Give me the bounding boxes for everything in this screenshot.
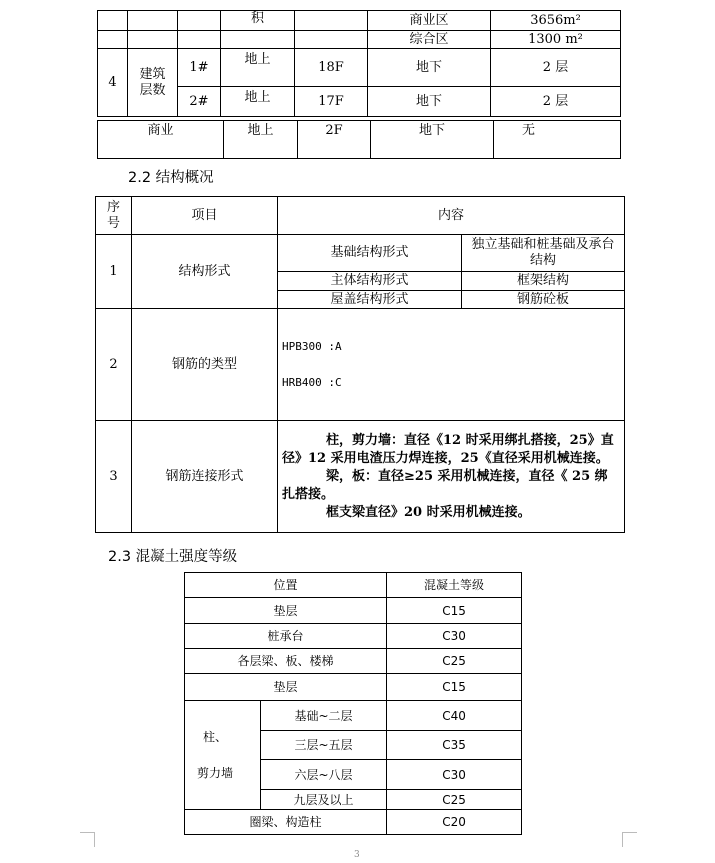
sub-key: 屋盖结构形式 <box>278 291 462 309</box>
grade-cell: C20 <box>387 810 522 835</box>
row-number: 2 <box>96 309 132 421</box>
cell-building-1: 1# <box>178 49 221 87</box>
cell-zone-commercial-area: 3656m² <box>491 11 621 31</box>
sub-value: 独立基础和桩基础及承台结构 <box>462 235 625 272</box>
cell-blank <box>128 11 178 31</box>
cell-below-floors: 2 层 <box>491 87 621 117</box>
column-wall-label <box>185 701 261 810</box>
grade-cell: C35 <box>387 731 522 760</box>
row-number: 3 <box>96 421 132 533</box>
header-item: 项目 <box>132 197 278 235</box>
rebar-type-line: HRB400 :C <box>282 375 342 389</box>
cell-zone-commercial: 商业区 <box>368 11 491 31</box>
row-number: 1 <box>96 235 132 309</box>
cell-below-ground: 地下 <box>368 87 491 117</box>
cell-above-ground: 地上 <box>221 87 295 117</box>
connection-para: 梁，板：直径≥25 采用机械连接，直径《 25 绑扎搭接。 <box>282 468 608 502</box>
cell-above-floors: 2F <box>298 121 371 159</box>
wall-label: 剪力墙 <box>197 766 234 780</box>
position-cell: 各层梁、板、楼梯 <box>185 649 387 674</box>
row-item-structure-form: 结构形式 <box>132 235 278 309</box>
commercial-floors-table <box>97 120 621 159</box>
cell-below-ground: 地下 <box>371 121 494 159</box>
section-title-concrete: 2.3 混凝土强度等级 <box>108 549 238 565</box>
grade-cell: C30 <box>387 624 522 649</box>
cell-area-label: 积 <box>221 11 295 31</box>
cell-blank <box>178 31 221 49</box>
connection-para: 框支梁直径》20 时采用机械连接。 <box>326 504 531 520</box>
position-cell: 桩承台 <box>185 624 387 649</box>
rebar-type-line: HPB300 :A <box>282 339 342 353</box>
section-title-structure: 2.2 结构概况 <box>128 170 214 186</box>
building-info-table <box>97 10 621 117</box>
cell-blank <box>295 31 368 49</box>
cell-blank <box>221 31 295 49</box>
sub-value: 框架结构 <box>462 272 625 291</box>
cell-zone-mixed: 综合区 <box>368 31 491 49</box>
cell-below-floors: 2 层 <box>491 49 621 87</box>
sub-key: 基础结构形式 <box>278 235 462 272</box>
rebar-connection-content <box>278 421 625 533</box>
grade-cell: C25 <box>387 790 522 810</box>
sub-key: 主体结构形式 <box>278 272 462 291</box>
position-cell: 垫层 <box>185 598 387 624</box>
cell-blank <box>98 31 128 49</box>
position-cell: 九层及以上 <box>261 790 387 810</box>
cell-blank <box>128 31 178 49</box>
cell-below-floors: 无 <box>494 121 621 159</box>
cell-above-floors: 18F <box>295 49 368 87</box>
grade-cell: C40 <box>387 701 522 731</box>
grade-cell: C30 <box>387 760 522 790</box>
cell-row-number: 4 <box>98 49 128 117</box>
position-cell: 三层~五层 <box>261 731 387 760</box>
cell-above-ground: 地上 <box>224 121 298 159</box>
header-number: 序号 <box>96 197 132 235</box>
grade-cell: C15 <box>387 674 522 701</box>
cell-above-floors: 17F <box>295 87 368 117</box>
header-grade: 混凝土等级 <box>387 573 522 598</box>
cell-blank <box>178 11 221 31</box>
crop-mark <box>622 832 637 847</box>
row-item-rebar-connection: 钢筋连接形式 <box>132 421 278 533</box>
rebar-type-content <box>278 309 625 421</box>
grade-cell: C15 <box>387 598 522 624</box>
cell-building-2: 2# <box>178 87 221 117</box>
header-position: 位置 <box>185 573 387 598</box>
column-label: 柱、 <box>203 730 228 744</box>
position-cell: 圈梁、构造柱 <box>185 810 387 835</box>
page-number: 3 <box>354 850 360 860</box>
crop-mark <box>80 832 95 847</box>
position-cell: 基础~二层 <box>261 701 387 731</box>
concrete-grade-table <box>184 572 522 835</box>
cell-blank <box>98 11 128 31</box>
cell-zone-mixed-area: 1300 m² <box>491 31 621 49</box>
cell-floors-label: 建筑层数 <box>128 49 178 117</box>
cell-blank <box>295 11 368 31</box>
position-cell: 六层~八层 <box>261 760 387 790</box>
structure-table <box>95 196 625 533</box>
position-cell: 垫层 <box>185 674 387 701</box>
header-content: 内容 <box>278 197 625 235</box>
cell-above-ground: 地上 <box>221 49 295 87</box>
cell-building-commercial: 商业 <box>98 121 224 159</box>
grade-cell: C25 <box>387 649 522 674</box>
cell-below-ground: 地下 <box>368 49 491 87</box>
sub-value: 钢筋砼板 <box>462 291 625 309</box>
connection-para: 柱，剪力墙：直径《12 时采用绑扎搭接，25》直径》12 采用电渣压力焊连接，25《直径采用机械连接。 <box>282 432 614 466</box>
row-item-rebar-type: 钢筋的类型 <box>132 309 278 421</box>
